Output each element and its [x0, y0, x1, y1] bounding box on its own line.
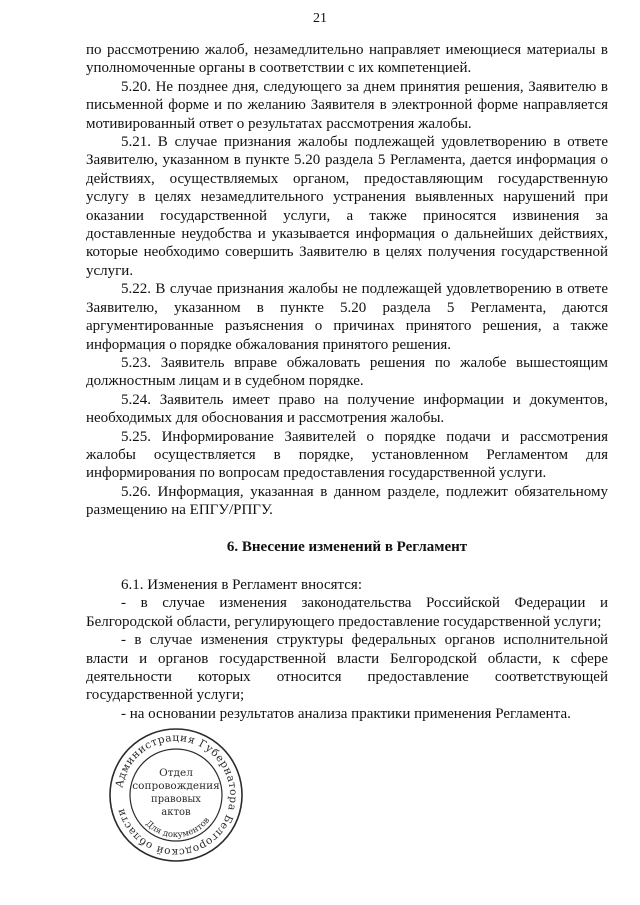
stamp-bottom-text — [143, 816, 212, 841]
paragraph-5-23: 5.23. Заявитель вправе обжаловать решения по жалобе вышестоящим должностным лицам и в судебном порядке. — [86, 354, 608, 390]
paragraph-5-26: 5.26. Информация, указанная в данном разделе, подлежит обязательному размещению на ЕПГУ/РПГУ. — [86, 483, 608, 519]
official-stamp — [108, 727, 244, 863]
stamp-line-3: правовых — [151, 794, 201, 805]
paragraph-continuation: по рассмотрению жалоб, незамедлительно направляет имеющиеся материалы в уполномоченные органы в соответствии с их компетенцией. — [86, 42, 608, 77]
paragraph-5-22: 5.22. В случае признания жалобы не подлежащей удовлетворению в ответе Заявителю, указанном в пункте 5.20 раздела 5 Регламента, даются аргументированные разъяснения о причинах принятого решения, а также информация о порядке обжалования принятого решения. — [86, 281, 608, 353]
stamp-line-1: Отдел — [159, 767, 193, 779]
list-item-practice: - на основании результатов анализа практики применения Регламента. — [121, 705, 571, 722]
paragraph-5-25: 5.25. Информирование Заявителей о порядке подачи и рассмотрения жалобы осуществляется в порядке, установленном Регламентом для информирования по вопросам предоставления государственной услуги. — [86, 428, 608, 482]
document-body — [86, 41, 608, 723]
stamp-ring-textpath: Администрация Губернатора Белгородской области — [113, 731, 240, 859]
page-number: 21 — [313, 11, 327, 26]
paragraph-5-20: 5.20. Не позднее дня, следующего за днем принятия решения, Заявителю в письменной форме и по желанию Заявителя в электронной форме направляется мотивированный ответ о результатах рассмотрения жалобы. — [86, 78, 608, 132]
stamp-line-2: сопровождения — [132, 780, 220, 792]
stamp-line-4: актов — [161, 807, 191, 818]
paragraph-5-21: 5.21. В случае признания жалобы подлежащей удовлетворению в ответе Заявителю, указанном в пункте 5.20 раздела 5 Регламента, дается информация о действиях, осуществляемых органом, предоставляющим государственную услугу в целях незамедлительного устранения выявленных нарушений при оказании государственной услуги, а также приносятся извинения за доставленные неудобства и указывается информация о дальнейших действиях, которые необходимо совершить Заявителю в целях получения государственной услуги. — [86, 134, 608, 279]
section-heading: 6. Внесение изменений в Регламент — [226, 538, 468, 555]
list-item-legislation: - в случае изменения законодательства Российской Федерации и Белгородской области, регулирующего предоставление государственной услуги; — [86, 595, 608, 630]
paragraph-6-1: 6.1. Изменения в Регламент вносятся: — [121, 576, 362, 593]
stamp-bottom-textpath: Для документов — [143, 815, 213, 841]
list-item-structure: - в случае изменения структуры федеральных органов исполнительной власти и органов государственной власти Белгородской области, к сфере деятельности которых относится предоставление соответствующей государственной услуги; — [86, 632, 608, 704]
paragraph-5-24: 5.24. Заявитель имеет право на получение информации и документов, необходимых для обоснования и рассмотрения жалобы. — [86, 391, 608, 427]
